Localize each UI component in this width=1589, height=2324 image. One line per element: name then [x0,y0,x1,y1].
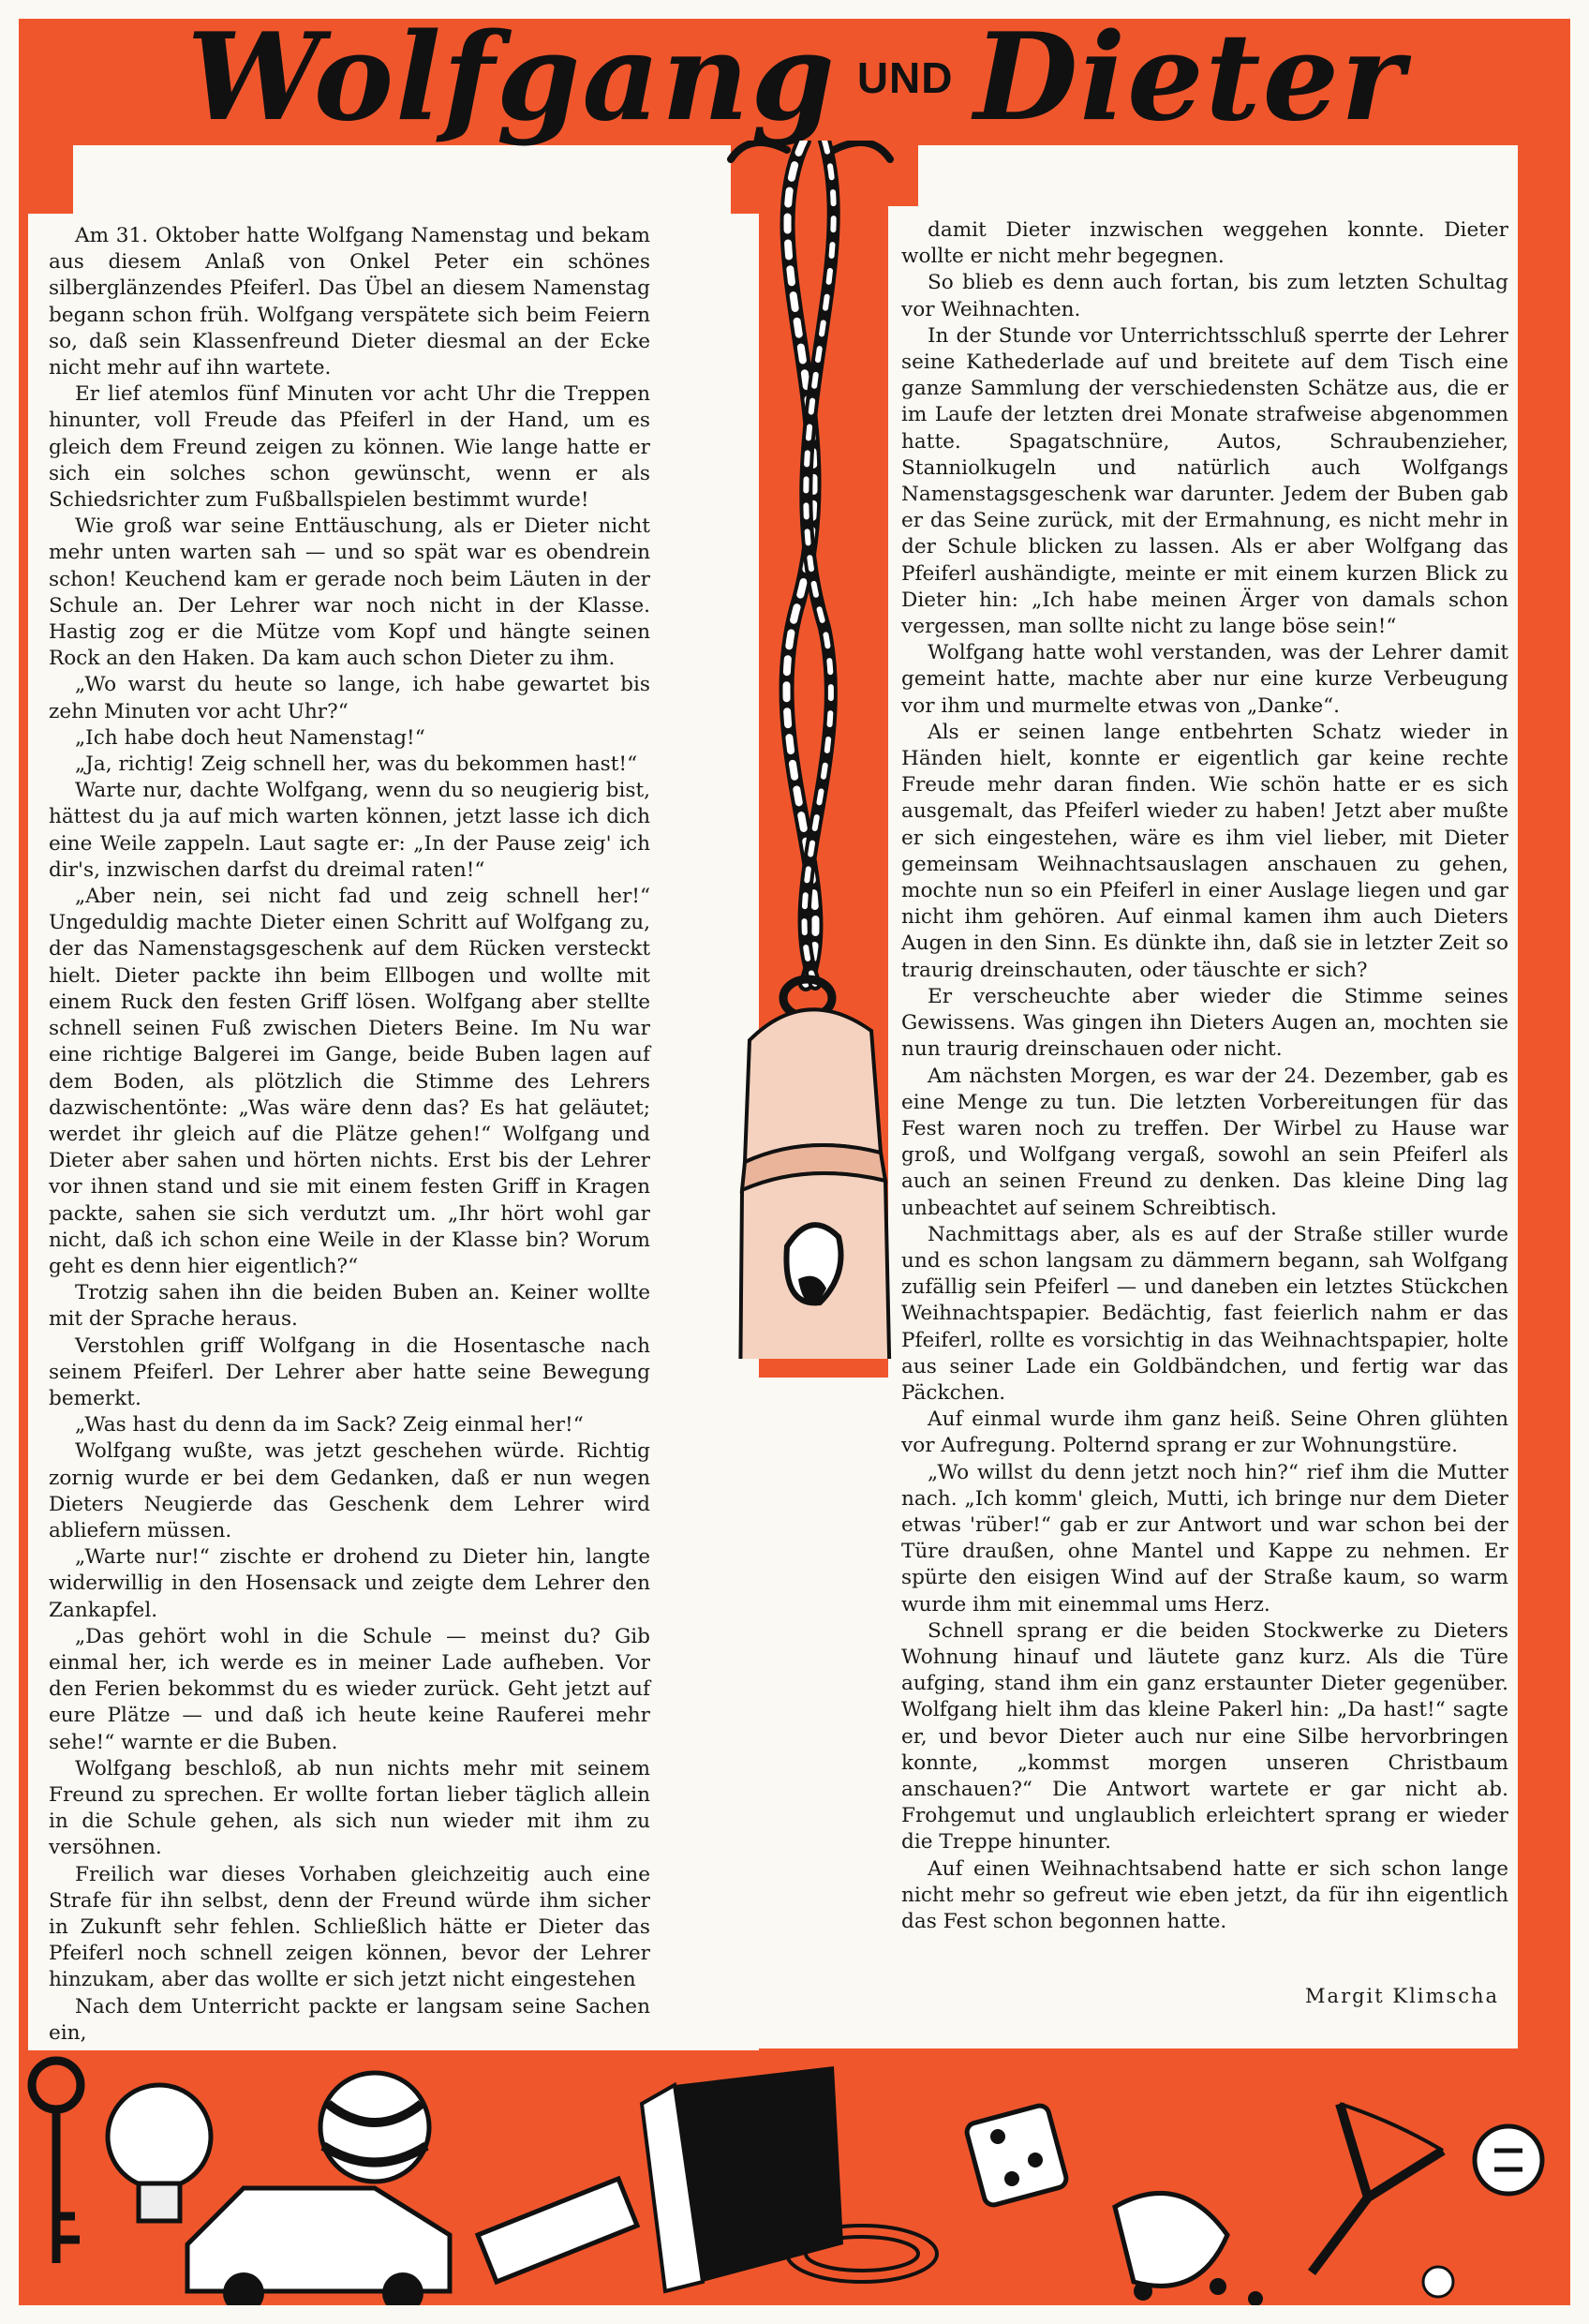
text-area-merge [750,1387,909,2048]
title-connector: UND [856,53,954,102]
key-icon [32,2061,81,2263]
paragraph: „Wo warst du heute so lange, ich habe gewartet bis zehn Minuten vor acht Uhr?“ [49,673,650,723]
paragraph: „Ich habe doch heut Namenstag!“ [75,725,425,750]
author-signature: Margit Klimscha [1305,1985,1499,2007]
title-part-2: Dieter [973,7,1406,148]
paragraph: Wie groß war seine Enttäuschung, als er Dieter nicht mehr unten warten sah — und so spät war es obendrein schon! Keuchend kam er gerade noch beim Läuten in der Schule an. Der Lehrer war noch nicht in der Klasse. Hastig zog er die Mütze vom Kopf und hängte seinen Rock an den Haken. Da kam auch schon Dieter zu ihm. [49,514,650,671]
toy-car-icon [187,2188,450,2305]
paragraph: Wolfgang hatte wohl verstanden, was der Lehrer damit gemeint hatte, machte aber nur eine kurze Verbeugung vor ihm und murmelte etwas von „Danke“. [901,641,1508,718]
book-icon [642,2066,843,2291]
paragraph: Verstohlen griff Wolfgang in die Hosentasche nach seinem Pfeiferl. Der Lehrer aber hatte seine Bewegung bemerkt. [49,1333,650,1410]
title-part-1: Wolfgang [186,7,837,148]
page-title [37,7,1555,148]
slingshot-icon [1312,2104,1443,2272]
article-column-right [901,217,1508,1935]
paragraph: In der Stunde vor Unterrichtsschluß sperrte der Lehrer seine Kathederlade auf und breitete auf dem Tisch eine ganze Sammlung der verschiedensten Schätze aus, die er im Laufe der letzten drei Monate strafweise abgenommen hatte. Spagatschnüre, Autos, Schraubenzieher, Stanniolkugeln und natürlich auch Wolfgangs Namenstagsgeschenk war darunter. Jedem der Buben gab er das Seine zurück, mit der Ermahnung, es nicht mehr in der Schule blicken zu lassen. Als er aber Wolfgang das Pfeiferl aushändigte, meinte er mit einem kurzen Blick zu Dieter hin: „Ich habe meinen Ärger von damals schon vergessen, man sollte nicht zu lange böse sein!“ [901,323,1508,639]
paragraph: Am 31. Oktober hatte Wolfgang Namenstag und bekam aus diesem Anlaß von Onkel Peter ein schönes silberglänzendes Pfeiferl. Das Übel an diesem Namenstag begann schon früh. Wolfgang verspätete sich beim Feiern so, daß sein Klassenfreund Dieter diesmal an der Ecke nicht mehr auf ihn wartete. [49,224,650,380]
paragraph: Er lief atemlos fünf Minuten vor acht Uhr die Treppen hinunter, voll Freude das Pfeiferl in der Hand, um es gleich dem Freund zeigen zu können. Wie lange hatte er sich ein solches schon gewünscht, wenn er als Schiedsrichter zum Fußballspielen bestimmt wurde! [49,382,650,513]
paragraph: „Aber nein, sei nicht fad und zeig schnell her!“ Ungeduldig machte Dieter einen Schritt auf Wolfgang zu, der das Namenstagsgeschenk auf dem Rücken versteckt hielt. Dieter packte ihn beim Ellbogen und wollte mit einem Ruck den festen Griff lösen. Wolfgang aber stellte schnell seinen Fuß zwischen Dieters Beine. Im Nu war eine richtige Balgerei im Gange, beide Buben lagen auf dem Boden, als plötzlich die Stimme des Lehrers dazwischentönte: „Was wäre denn das? Es hat geläutet; werdet ihr gleich auf die Plätze gehen!“ Wolfgang und Dieter aber sahen und hörten nichts. Erst bis der Lehrer vor ihnen stand und sie mit einem festen Griff in Kragen packte, sahen sie sich verdutzt um. „Ihr hört wohl gar nicht, daß ich schon eine Weile in der Klasse bin? Worum geht es denn hier eigentlich?“ [49,885,650,1278]
paragraph: Nach dem Unterricht packte er langsam seine Sachen ein, [49,1994,650,2045]
paragraph: So blieb es denn auch fortan, bis zum letzten Schultag vor Weihnachten. [901,271,1508,321]
paragraph: Warte nur, dachte Wolfgang, wenn du so neugierig bist, hättest du ja auf mich warten können, jetzt lasse ich dich eine Weile zappeln. Laut sagte er: „In der Pause zeig' ich dir's, inzwischen darfst du dreimal raten!“ [49,779,650,882]
monogram-icon [1423,2267,1453,2297]
paragraph: Auf einen Weihnachtsabend hatte er sich schon lange nicht mehr so gefreut wie eben jetzt, da für ihn eigentlich das Fest schon begonnen hatte. [901,1856,1508,1933]
ball-icon [320,2073,429,2182]
paragraph: Schnell sprang er die beiden Stockwerke zu Dieters Wohnung hinauf und läutete ganz kurz. Als die Türe aufging, stand ihm ein ganz erstaunter Dieter gegenüber. Wolfgang hielt ihm das kleine Pakerl hin: „Da hast!“ sagte er, und bevor Dieter auch nur eine Silbe hervorbringen konnte, „kommst morgen unseren Christbaum anschauen?“ Die Antwort wartete er gar nicht ab. Frohgemut und unglaublich erleichtert sprang er wieder die Treppe hinunter. [901,1618,1508,1855]
plug-icon [1475,2126,1542,2194]
lightbulb-icon [108,2085,211,2221]
paragraph: Freilich war dieses Vorhaben gleichzeitig auch eine Strafe für ihn selbst, denn der Freund würde ihm sicher in Zukunft sehr fehlen. Schließlich hätte er Dieter das Pfeiferl noch schnell zeigen können, bevor der Lehrer hinzukam, aber das wollte er sich jetzt nicht eingestehen [49,1862,650,1992]
paragraph: „Wo willst du denn jetzt noch hin?“ rief ihm die Mutter nach. „Ich komm' gleich, Mutti, ich bringe nur dem Dieter etwas 'rüber!“ gab er zur Antwort und war schon bei der Türe draußen, ohne Mantel und Kappe zu nehmen. Er spürte den eisigen Wind auf der Straße kaum, so warm wurde ihm mit einemmal ums Herz. [901,1460,1508,1616]
paragraph: Auf einmal wurde ihm ganz heiß. Seine Ohren glühten vor Aufregung. Polternd sprang er zur Wohnungstüre. [901,1408,1508,1458]
paragraph: Wolfgang beschloß, ab nun nichts mehr mit seinem Freund zu sprechen. Er wollte fortan lieber täglich allein in die Schule gehen, als sich nun wieder mit ihm zu versöhnen. [49,1756,650,1860]
paragraph: Trotzig sahen ihn die beiden Buben an. Keiner wollte mit der Sprache heraus. [49,1281,650,1332]
article-column-left [49,223,650,2047]
paragraph: „Ja, richtig! Zeig schnell her, was du bekommen hast!“ [75,752,638,777]
orange-frame-right [1518,19,1570,2127]
whistle-illustration [693,141,918,1359]
dice-icon [965,2104,1068,2207]
paragraph: damit Dieter inzwischen weggehen konnte. Dieter wollte er nicht mehr begegnen. [901,218,1508,269]
spool-icon [478,2179,637,2282]
paragraph: Er verscheuchte aber wieder die Stimme seines Gewissens. Was gingen ihn Dieters Augen an, mochten sie nun traurig dreinschauen oder nicht. [901,984,1508,1062]
teacup-icon [1115,2193,1227,2286]
toys-border-illustration [19,2048,1570,2305]
paragraph: „Was hast du denn da im Sack? Zeig einmal her!“ [75,1413,584,1438]
paragraph: Nachmittags aber, als es auf der Straße stiller wurde und es schon langsam zu dämmern begann, sah Wolfgang zufällig sein Pfeiferl — und daneben ein letztes Stückchen Weihnachtspapier. Bedächtig, fast feierlich nahm er das Pfeiferl, rollte es vorsichtig in das Weihnachtspapier, holte aus seiner Lade ein Goldbändchen, und fertig war das Päckchen. [901,1222,1508,1405]
whisk-icon [787,2226,937,2282]
cord-icon [731,141,890,984]
paragraph: Wolfgang wußte, was jetzt geschehen würde. Richtig zornig wurde er bei dem Gedanken, daß er nun wegen Dieters Neugierde das Geschenk dem Lehrer wird abliefern müssen. [49,1439,650,1542]
paragraph: Am nächsten Morgen, es war der 24. Dezember, gab es eine Menge zu tun. Die letzten Vorbereitungen für das Fest waren noch zu treffen. Der Wirbel zu Hause war groß, und Wolfgang vergaß, sowohl an sein Pfeiferl als auch an seinen Freund zu denken. Das kleine Ding lag unbeachtet auf seinem Schreibtisch. [901,1064,1508,1220]
paragraph: „Das gehört wohl in die Schule — meinst du? Gib einmal her, ich werde es in meiner Lade aufheben. Vor den Ferien bekommst du es wieder zurück. Geht jetzt auf eure Plätze — und daß ich heute keine Rauferei mehr sehe!“ warnte er die Buben. [49,1624,650,1754]
whistle-icon [740,979,890,1359]
paragraph: „Warte nur!“ zischte er drohend zu Dieter hin, langte widerwillig in den Hosensack und zeigte dem Lehrer den Zankapfel. [49,1545,650,1622]
paragraph: Als er seinen lange entbehrten Schatz wieder in Händen hielt, konnte er eigentlich gar keine rechte Freude mehr daran finden. Wie schön hatte er es sich ausgemalt, das Pfeiferl wieder zu haben! Jetzt aber mußte er sich eingestehen, wäre es ihm viel lieber, mit Dieter gemeinsam Weihnachtsauslagen anschauen zu gehen, mochte nun so ein Pfeiferl in einer Auslage liegen und gar nicht ihm gehören. Auf einmal kamen ihm auch Dieters Augen in den Sinn. Es dünkte ihn, daß sie in letzter Zeit so traurig dreinschauten, oder täuschte er sich? [901,720,1508,982]
